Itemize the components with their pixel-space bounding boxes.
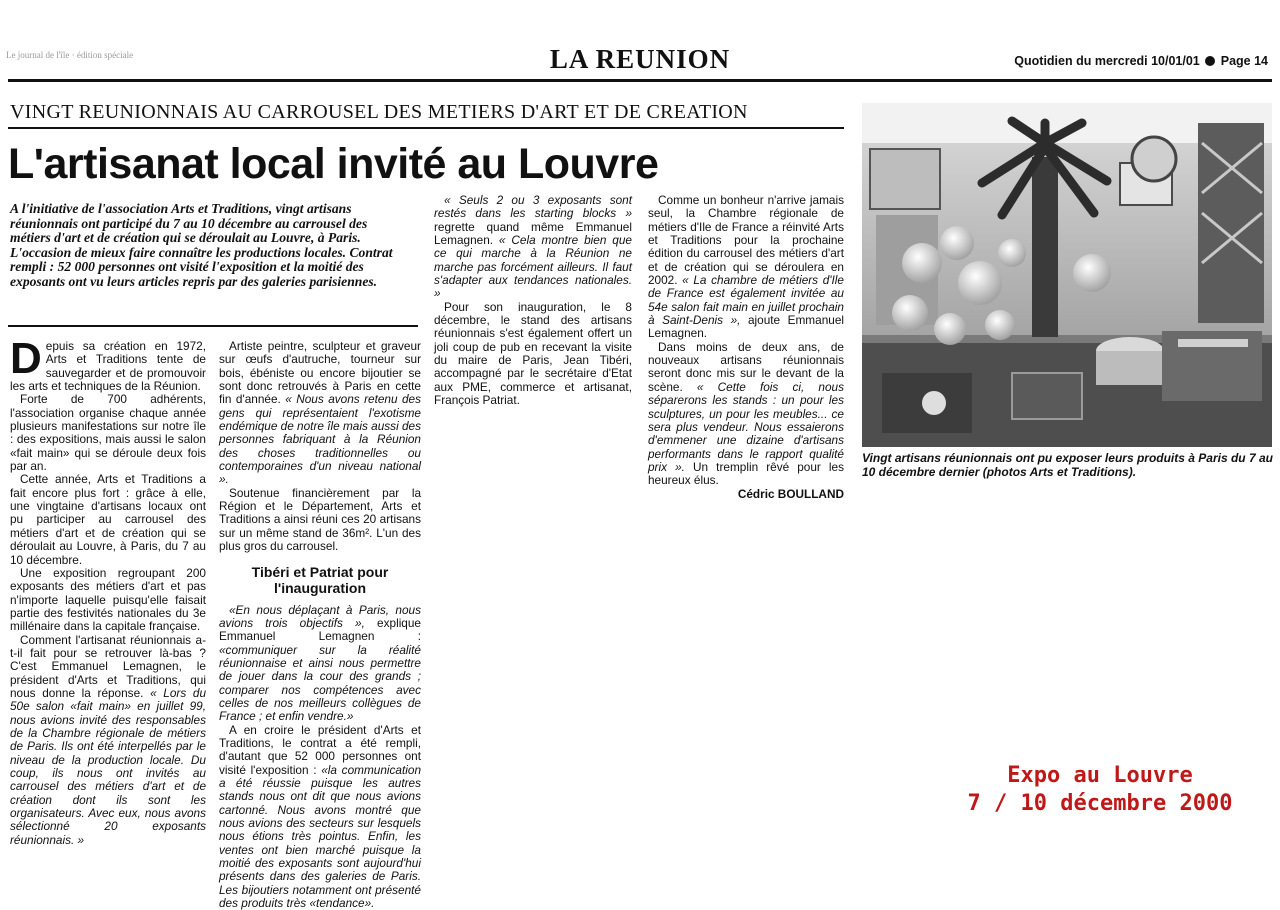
paragraph-text: Artiste peintre, sculpteur et graveur sur œufs d'autruche, tourneur sur bois, ébéniste ou encore bijoutier se sont donc retrouvés à Paris en cette fin d'année. [219,339,421,407]
paragraph: Soutenue financièrement par la Région et le Département, Arts et Traditions a ainsi réuni ces 20 artisans sur un même stand de 36m². L'un des plus gros du carrousel. [219,485,421,554]
quote-text: «En nous déplaçant à Paris, nous avions trois objectifs », [219,602,421,630]
issue-date: Quotidien du mercredi 10/01/01 [1014,54,1200,68]
paragraph [648,194,844,341]
paragraph [648,341,844,488]
paragraph [219,604,421,724]
article-column-1 [10,334,207,847]
paragraph [219,724,421,910]
paragraph-text: epuis sa création en 1972, Arts et Traditions tente de sauvegarder et de promouvoir les arts et techniques de la Réunion. [10,339,206,394]
newspaper-masthead: LA REUNION [549,44,731,74]
paragraph-text: A en croire le président d'Arts et Traditions, le contrat a été rempli, d'autant que 52 000 personnes ont visité l'exposition : [219,722,421,777]
paragraph: Pour son inauguration, le 8 décembre, le stand des artisans réunionnais s'est également offert un joli coup de pub en recevant la visite du maire de Paris, Jean Tibéri, accompagné par le secrétaire d'Etat aux PME, commerce et artisanat, François Patriat. [434,299,632,408]
paragraph-text: explique Emmanuel Lemagnen : [219,615,421,644]
stamp-dates: 7 / 10 décembre 2000 [967,791,1233,816]
paragraph-text: regrette quand même Emmanuel Lemagnen. [434,219,632,248]
bullet-icon [1205,56,1215,66]
paragraph-text: Dans moins de deux ans, de nouveaux artisans réunionnais seront donc mis sur le devant de la scène. [648,339,844,394]
quote-text: « Nous avons retenu des gens qui représentaient l'exotisme endémique de notre île mais aussi des personnes fabriquant à la Réunion des choses traditionnelles ou contemporaines d'un niveau national ». [219,392,421,487]
exhibition-photo [862,103,1272,447]
issue-info [1014,54,1268,68]
page-number: Page 14 [1220,54,1268,68]
article-lead: A l'initiative de l'association Arts et Traditions, vingt artisans réunionnais ont participé du 7 au 10 décembre au carrousel des métiers d'art et de création qui se déroulait au Louvre, à Paris. L'occasion de mieux faire connaître les productions locales. Contrat rempli : 52 000 personnes ont visité l'exposition et la moitié des exposants ont vu leurs articles repris par des galeries parisiennes. [10,201,393,289]
article-signature: Cédric BOULLAND [737,486,844,501]
drop-cap: D [10,334,42,383]
lead-rule [8,325,418,327]
quote-text: «communiquer sur la réalité réunionnaise et ainsi nous permettre de jouer dans la cour des grands ; comparer nos compétences avec celles de nos meilleurs collègues de France ; et enfin vendre.» [219,642,421,724]
quote-text: « La chambre de métiers d'Ile de France est également invitée au 54e salon fait main en juillet prochain à Saint-Denis », [648,273,844,328]
paragraph-text: Comme un bonheur n'arrive jamais seul, la Chambre régionale de métiers d'Ile de France a réinvité Arts et Traditions pour la prochaine édition du carrousel des métiers d'art et de création qui se déroulera en 2002. [648,193,844,288]
quote-text: « Cela montre bien que ce qui marche à la Réunion ne marche pas forcément ailleurs. Il faut s'adapter aux tendances nationales. » [434,233,632,301]
archive-stamp [930,762,1270,818]
paragraph: Forte de 700 adhérents, l'association organise chaque année plusieurs manifestations sur notre île : des expositions, mais aussi le salon «fait main» qui se déroule deux fois par an. [10,392,206,474]
article-column-3 [434,194,632,408]
quote-text: « Cette fois ci, nous séparerons les stands : un pour les sculptures, un pour les meubles... ce sera plus vendeur. Nous essaierons d'emmener une dizaine d'artisans performants dans le rapport qualité prix ». [648,379,844,474]
quote-text: « Seuls 2 ou 3 exposants sont restés dans les starting blocks » [434,193,632,221]
article-kicker: VINGT REUNIONNAIS AU CARROUSEL DES METIERS D'ART ET DE CREATION [10,101,748,123]
quote-text: «la communication a été réussie puisque les autres stands nous ont dit que nous avions cartonné. Nous avons montré que nous avions des secteurs sur lesquels nous étions très pointus. Enfin, les ventes ont bien marché puisque la moitié des exposants sont aujourd'hui présents dans des galeries de Paris. Les bijoutiers notamment ont présenté des produits très «tendance». [219,762,421,910]
paragraph: Cette année, Arts et Traditions a fait encore plus fort : grâce à elle, une vingtaine d'artisans locaux ont pu participer au carrousel des métiers d'art et de création qui se déroulait au Louvre, à Paris, du 7 au 10 décembre. [10,472,206,567]
quote-text: « Lors du 50e salon «fait main» en juillet 99, nous avions invité des responsables de la Chambre régionale de métiers de Paris. Ils ont été interpellés par le niveau de la production locale. Du coup, ils nous ont invités au carrousel des métiers d'art et de création dont ils sont les organisateurs. Avec eux, nous avons sélectionné 20 exposants réunionnais. » [10,685,207,847]
masthead-rule [8,79,1272,82]
paragraph-text: ajoute Emmanuel Lemagnen. [648,313,845,341]
photo-caption: Vingt artisans réunionnais ont pu exposer leurs produits à Paris du 7 au 10 décembre dernier (photos Arts et Traditions). [862,451,1273,479]
article-column-4 [648,194,844,501]
faded-margin-text: Le journal de l'île · édition spéciale [6,50,134,60]
paragraph [10,634,206,848]
article-headline: L'artisanat local invité au Louvre [8,140,659,188]
paragraph [10,334,206,394]
paragraph-text: Un tremplin rêvé pour les heureux élus. [648,459,845,488]
photo-image [862,103,1272,447]
paragraph-text: Comment l'artisanat réunionnais a-t-il fait pour se retrouver là-bas ? C'est Emmanuel Lemagnen, le président d'Arts et Traditions, qui nous donne la réponse. [10,632,206,700]
article-column-2 [219,340,421,910]
article-subheading: Tibéri et Patriat pour l'inauguration [251,563,389,596]
paragraph [219,340,421,487]
paragraph: Une exposition regroupant 200 exposants des métiers d'art et pas n'importe laquelle puisqu'elle faisait partie des festivités nationales du 3e millénaire dans la capitale française. [10,565,206,634]
stamp-title: Expo au Louvre [1007,763,1193,788]
paragraph [434,194,632,301]
kicker-rule [8,127,844,129]
